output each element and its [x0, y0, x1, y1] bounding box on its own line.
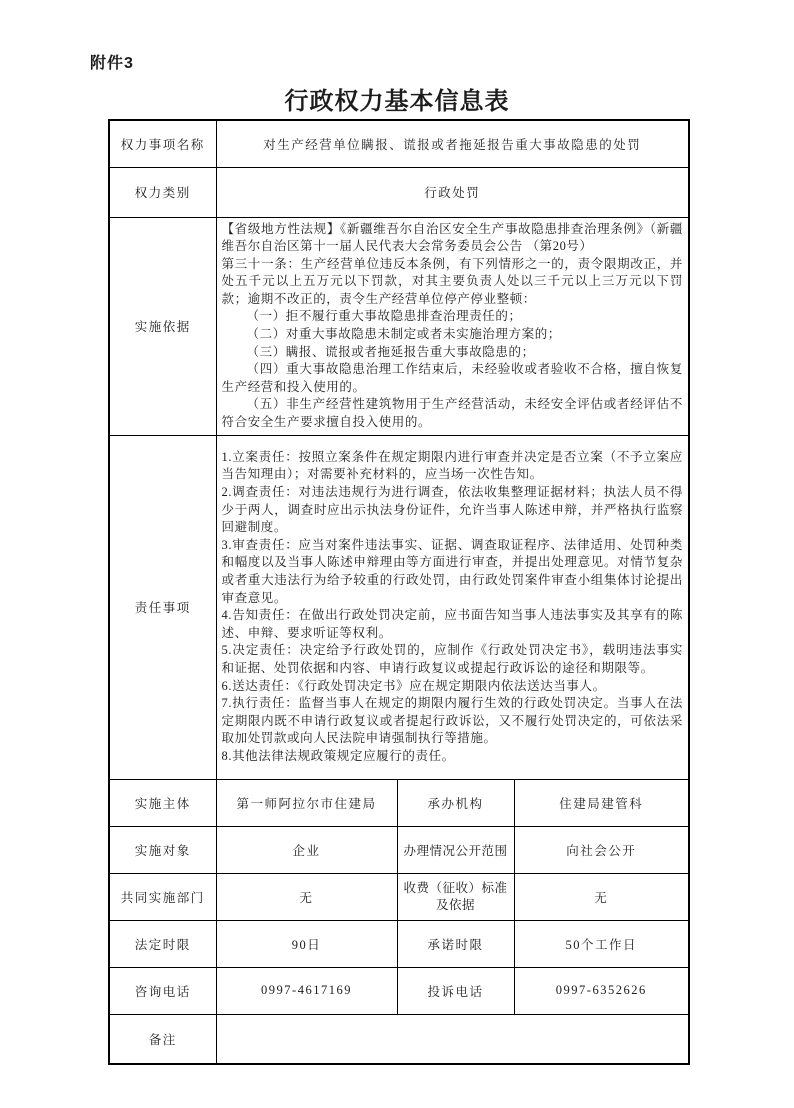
basis-item: （五）非生产经营性建筑物用于生产经营活动，未经安全评估或者经评估不符合安全生产要求擅自投入使用的。: [221, 397, 683, 430]
complaint-phone-value-cell: 0997-6352626: [514, 967, 689, 1014]
row-joint-department: [109, 873, 689, 920]
undertaking-org-value-cell: 住建局建管科: [514, 779, 689, 826]
joint-department-label-cell: 共同实施部门: [109, 873, 216, 920]
subject-label-cell: 实施主体: [109, 779, 216, 826]
basis-item: （一）拒不履行重大事故隐患排查治理责任的；: [246, 309, 522, 324]
basis-item: （四）重大事故隐患治理工作结束后，未经验收或者验收不合格，擅自恢复生产经营和投入使用的。: [221, 362, 683, 394]
basis-value-cell: [216, 217, 689, 435]
undertaking-org-label-cell: 承办机构: [397, 779, 514, 826]
duty-label-cell: 责任事项: [109, 435, 216, 779]
power-name-value-cell: 对生产经营单位瞒报、谎报或者拖延报告重大事故隐患的处罚: [216, 120, 689, 167]
disclosure-scope-value-cell: 向社会公开: [514, 826, 689, 873]
row-time-limit: [109, 920, 689, 967]
promised-limit-value-cell: 50个工作日: [514, 920, 689, 967]
duty-item: 7.执行责任：监督当事人在规定的期限内履行生效的行政处罚决定。当事人在法定期限内既不申请行政复议或者提起行政诉讼，又不履行处罚决定的，可依法采取加处罚款或向人民法院申请强制执行等措施。: [221, 696, 683, 746]
duty-item: 8.其他法律法规政策规定应履行的责任。: [221, 748, 455, 763]
disclosure-scope-label-cell: 办理情况公开范围: [397, 826, 514, 873]
complaint-phone-label-cell: 投诉电话: [397, 967, 514, 1014]
duty-item: 4.告知责任：在做出行政处罚决定前，应书面告知当事人违法事实及其享有的陈述、申辩、要求听证等权利。: [221, 608, 683, 640]
attachment-label: 附件3: [90, 55, 134, 72]
row-target: [109, 826, 689, 873]
statutory-limit-label-cell: 法定时限: [109, 920, 216, 967]
remark-value-cell: [216, 1014, 689, 1064]
row-phone: [109, 967, 689, 1014]
basis-item: （二）对重大事故隐患未制定或者未实施治理方案的；: [246, 327, 561, 342]
duty-item: 1.立案责任：按照立案条件在规定期限内进行审查并决定是否立案（不予立案应当告知理由）；对需要补充材料的，应当场一次性告知。: [221, 449, 683, 482]
row-subject: [109, 779, 689, 826]
duty-item: 3.审查责任：应当对案件违法事实、证据、调查取证程序、法律适用、处罚种类和幅度以及当事人陈述申辩理由等方面进行审查，并提出处理意见。对情节复杂或者重大违法行为给予较重的行政处罚，由行政处罚案件审查小组集体讨论提出审查意见。: [221, 537, 683, 605]
duty-value-cell: [216, 435, 689, 779]
fee-standard-label-cell: 收费（征收）标准及依据: [397, 873, 514, 920]
target-label-cell: 实施对象: [109, 826, 216, 873]
basis-paragraph: 第三十一条：生产经营单位违反本条例，有下列情形之一的，责令限期改正，并处五千元以上五万元以下罚款，对其主要负责人处以三千元以上三万元以下罚款；逾期不改正的，责令生产经营单位停产停业整顿：: [221, 256, 683, 306]
power-type-value-cell: 行政处罚: [216, 167, 689, 217]
subject-value-cell: 第一师阿拉尔市住建局: [216, 779, 397, 826]
row-duty-items: [109, 435, 689, 779]
duty-item: 6.送达责任：《行政处罚决定书》应在规定期限内依法送达当事人。: [221, 678, 606, 693]
remark-label-cell: 备注: [109, 1014, 216, 1064]
target-value-cell: 企业: [216, 826, 397, 873]
basis-label-cell: 实施依据: [109, 217, 216, 435]
basis-paragraph: 【省级地方性法规】《新疆维吾尔自治区安全生产事故隐患排查治理条例》（新疆维吾尔自治区第十一届人民代表大会常务委员会公告 （第20号）: [221, 221, 683, 254]
joint-department-value-cell: 无: [216, 873, 397, 920]
page-title: 行政权力基本信息表: [284, 89, 510, 115]
row-power-name: [109, 120, 689, 167]
power-name-label-cell: 权力事项名称: [109, 120, 216, 167]
duty-item: 5.决定责任：决定给予行政处罚的，应制作《行政处罚决定书》，载明违法事实和证据、处罚依据和内容、申请行政复议或提起行政诉讼的途径和期限等。: [221, 643, 683, 675]
consult-phone-label-cell: 咨询电话: [109, 967, 216, 1014]
fee-standard-value-cell: 无: [514, 873, 689, 920]
power-type-label-cell: 权力类别: [109, 167, 216, 217]
statutory-limit-value-cell: 90日: [216, 920, 397, 967]
row-implementation-basis: [109, 217, 689, 435]
duty-item: 2.调查责任：对违法违规行为进行调查，依法收集整理证据材料；执法人员不得少于两人，调查时应出示执法身份证件，允许当事人陈述申辩，并严格执行监察回避制度。: [221, 484, 683, 535]
row-remark: [109, 1014, 689, 1064]
row-power-type: [109, 167, 689, 217]
consult-phone-value-cell: 0997-4617169: [216, 967, 397, 1014]
basis-item: （三）瞒报、谎报或者拖延报告重大事故隐患的；: [246, 344, 535, 359]
info-table: [108, 119, 690, 1065]
promised-limit-label-cell: 承诺时限: [397, 920, 514, 967]
